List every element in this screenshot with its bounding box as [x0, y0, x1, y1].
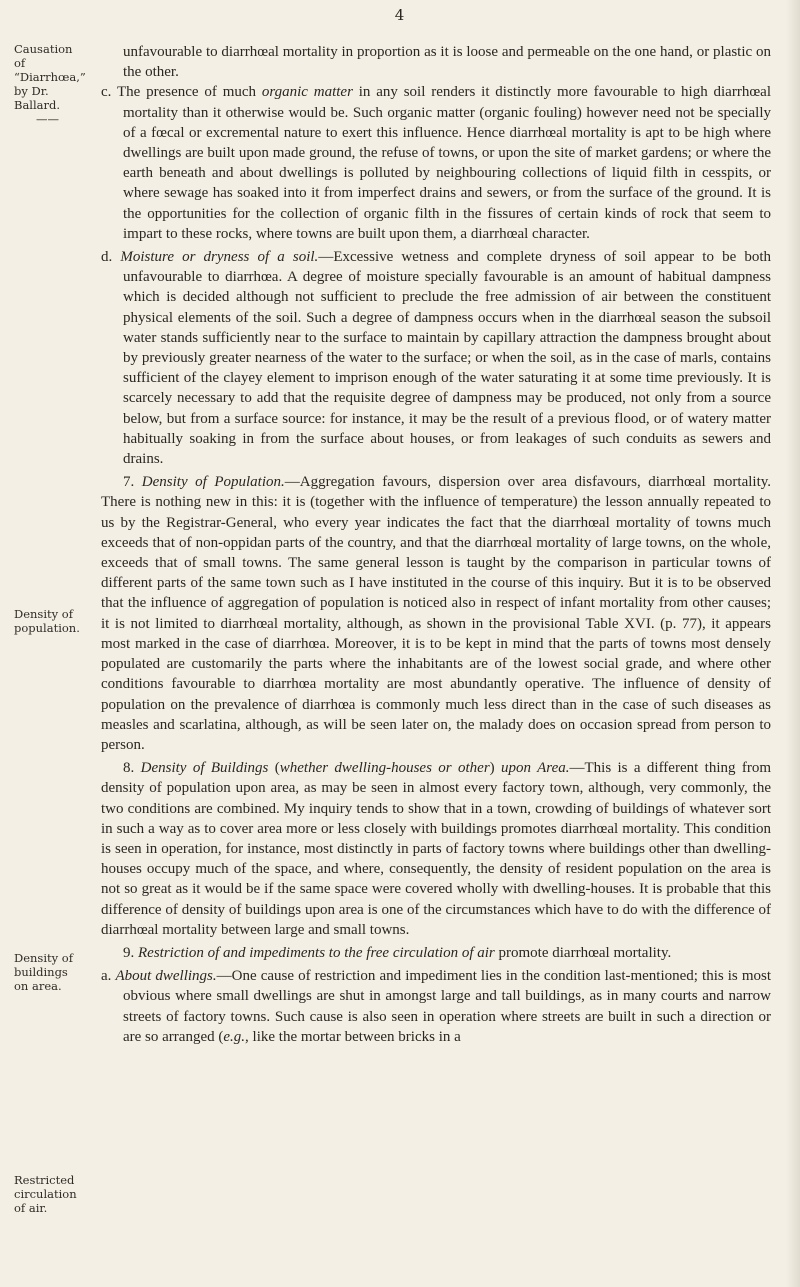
paragraph-soil-permeability: unfavourable to diarrhœal mortality in proportion as it is loose and permeable on the one hand, or plastic on the other.: [123, 44, 771, 81]
heading-density-buildings: Density of Buildings: [140, 760, 269, 777]
paragraph-organic-matter-lead: The presence of much: [116, 84, 262, 101]
paragraph-density-population: [101, 472, 771, 755]
paragraph-restriction-body: promote diarrhœal mortality.: [494, 944, 672, 961]
heading-density-population: Density of Population.: [141, 474, 285, 491]
margin-note-restricted-air: Restricted circulation of air.: [14, 1173, 77, 1215]
paragraph-density-population-body: —Aggregation favours, dispersion over area disfavours, diarrhœal mortality. There is nothing new in this: it is (together with the influence of temperature) the lesson annually repeated to us by the Registrar-General, who every year indicates the fact that the diarrhœal mortality of towns much exceeds that of non-oppidan parts of the country, and that the diarrhœal mortality of large towns, on the whole, exceeds that of small towns. The same general lesson is taught by the comparison in particular towns of different parts of the same town such as I have instituted in the course of this inquiry. But it is to be observed that the influence of aggregation of population is noticed also in respect of infant mortality from other causes; it is not limited to diarrhœal mortality, although, as shown in the provisional Table XVI. (p. 77), it appears most marked in the case of diarrhœa. Moreover, it is to be kept in mind that the parts of towns most densely populated are customarily the parts where the inhabitants are of the lowest social grade, and where other conditions favourable to diarrhœa mortality are most abundantly operative. The influence of density of population on the prevalence of diarrhœa is commonly much less direct than in the case of such diseases as measles and scarlatina, although, as will be seen later on, the malady does on occasion spread from person to person.: [101, 474, 772, 753]
paragraph-about-dwellings-end: , like the mortar between bricks in a: [245, 1028, 461, 1045]
paragraph-organic-matter: [101, 82, 771, 244]
margin-note-causation-text: Causation of “Diarrhœa,” by Dr. Ballard.: [14, 42, 86, 112]
margin-note-dash: ——: [36, 112, 59, 126]
emphasis-eg: e.g.: [223, 1028, 246, 1045]
page-edge-shadow: [786, 0, 800, 1287]
heading-about-dwellings: About dwellings.: [115, 968, 217, 985]
item-marker-c: c.: [101, 84, 112, 101]
margin-note-density-population: Density of population.: [14, 607, 80, 635]
paragraph-moisture: [101, 247, 771, 469]
heading-dwelling-houses: whether dwelling-houses or other: [279, 760, 490, 777]
paragraph-organic-matter-body: in any soil renders it distinctly more favourable to high diarrhœal mortality than it otherwise would be. Such organic matter (organic fouling) however need not be specially of a fœcal or excremental nature to exert this influence. Hence diarrhœal mortality is apt to be high where dwellings are built upon made ground, the refuse of towns, or upon the site of market gardens; or where the earth beneath and about dwellings is polluted by neighbouring collections of liquid filth in cesspits, or where sewage has soaked into it from imperfect drains and sewers, or from the surface of the ground. It is the opportunities for the collection of organic filth in the fissures of certain kinds of rock that seem to impart to these rocks, where towns are built upon them, a diarrhœal character.: [123, 84, 771, 242]
body-text: [101, 42, 771, 1047]
heading-upon-area: upon Area.: [501, 760, 570, 777]
page-number: 4: [394, 6, 406, 24]
paragraph-about-dwellings-body: —One cause of restriction and impediment lies in the condition last-mentioned; this is most obvious where small dwellings are shut in amongst large and tall buildings, as in many courts and narrow streets of factory towns. Such cause is also seen in operation where streets are built in such a direction or are so arranged (: [123, 968, 772, 1045]
heading-moisture: Moisture or dryness of a soil.: [120, 249, 319, 266]
section-number-9: 9.: [123, 944, 135, 961]
paren-close: ): [489, 760, 502, 777]
heading-restriction: Restriction of and impediments to the free circulation of air: [138, 944, 495, 961]
margin-note-causation: [14, 42, 84, 126]
section-number-8: 8.: [123, 760, 135, 777]
paren-open: (: [268, 760, 280, 777]
section-number-7: 7.: [123, 474, 135, 491]
emphasis-organic-matter: organic matter: [261, 84, 353, 101]
paragraph-restriction: [101, 943, 771, 963]
paragraph-density-buildings: [101, 758, 771, 940]
paragraph-moisture-body: —Excessive wetness and complete dryness of soil appear to be both unfavourable to diarrhœa. A degree of moisture specially favourable is an amount of habitual dampness which is decided although not sufficient to preclude the free admission of air between the constituent physical elements of the soil. Such a degree of dampness occurs when in the diarrhœal season the subsoil water stands sufficiently near to the surface to maintain by capillary attraction the dampness brought about by previously greater nearness of the water to the surface; or when the soil, as in the case of marls, contains sufficient of the clayey element to imprison enough of the water saturating it at some time previously. It is scarcely necessary to add that the requisite degree of dampness may be produced, not only from a source below, but from a surface source: for instance, it may be the result of a previous flood, or of watery matter habitually soaking in from the surface about houses, or from leakages of such conduits as sewers and drains.: [123, 249, 772, 468]
item-marker-a: a.: [101, 968, 112, 985]
paragraph-about-dwellings: [101, 966, 771, 1047]
margin-note-density-buildings: Density of buildings on area.: [14, 951, 73, 993]
item-marker-d: d.: [101, 249, 113, 266]
paragraph-density-buildings-body: —This is a different thing from density of population upon area, as may be seen in almost every factory town, although, very commonly, the two conditions are combined. My inquiry tends to show that in a town, crowding of buildings of whatever sort in such a way as to cover area more or less closely with buildings promotes diarrhœal mortality. This condition is seen in operation, for instance, most distinctly in parts of factory towns where buildings other than dwelling-houses occupy much of the space, and where, consequently, the density of resident population on the area is not so great as it would be if the same space were covered wholly with dwelling-houses. It is probable that this difference of density of buildings upon area is one of the circumstances which have to do with the difference of diarrhœal mortality between large and small towns.: [101, 760, 772, 938]
